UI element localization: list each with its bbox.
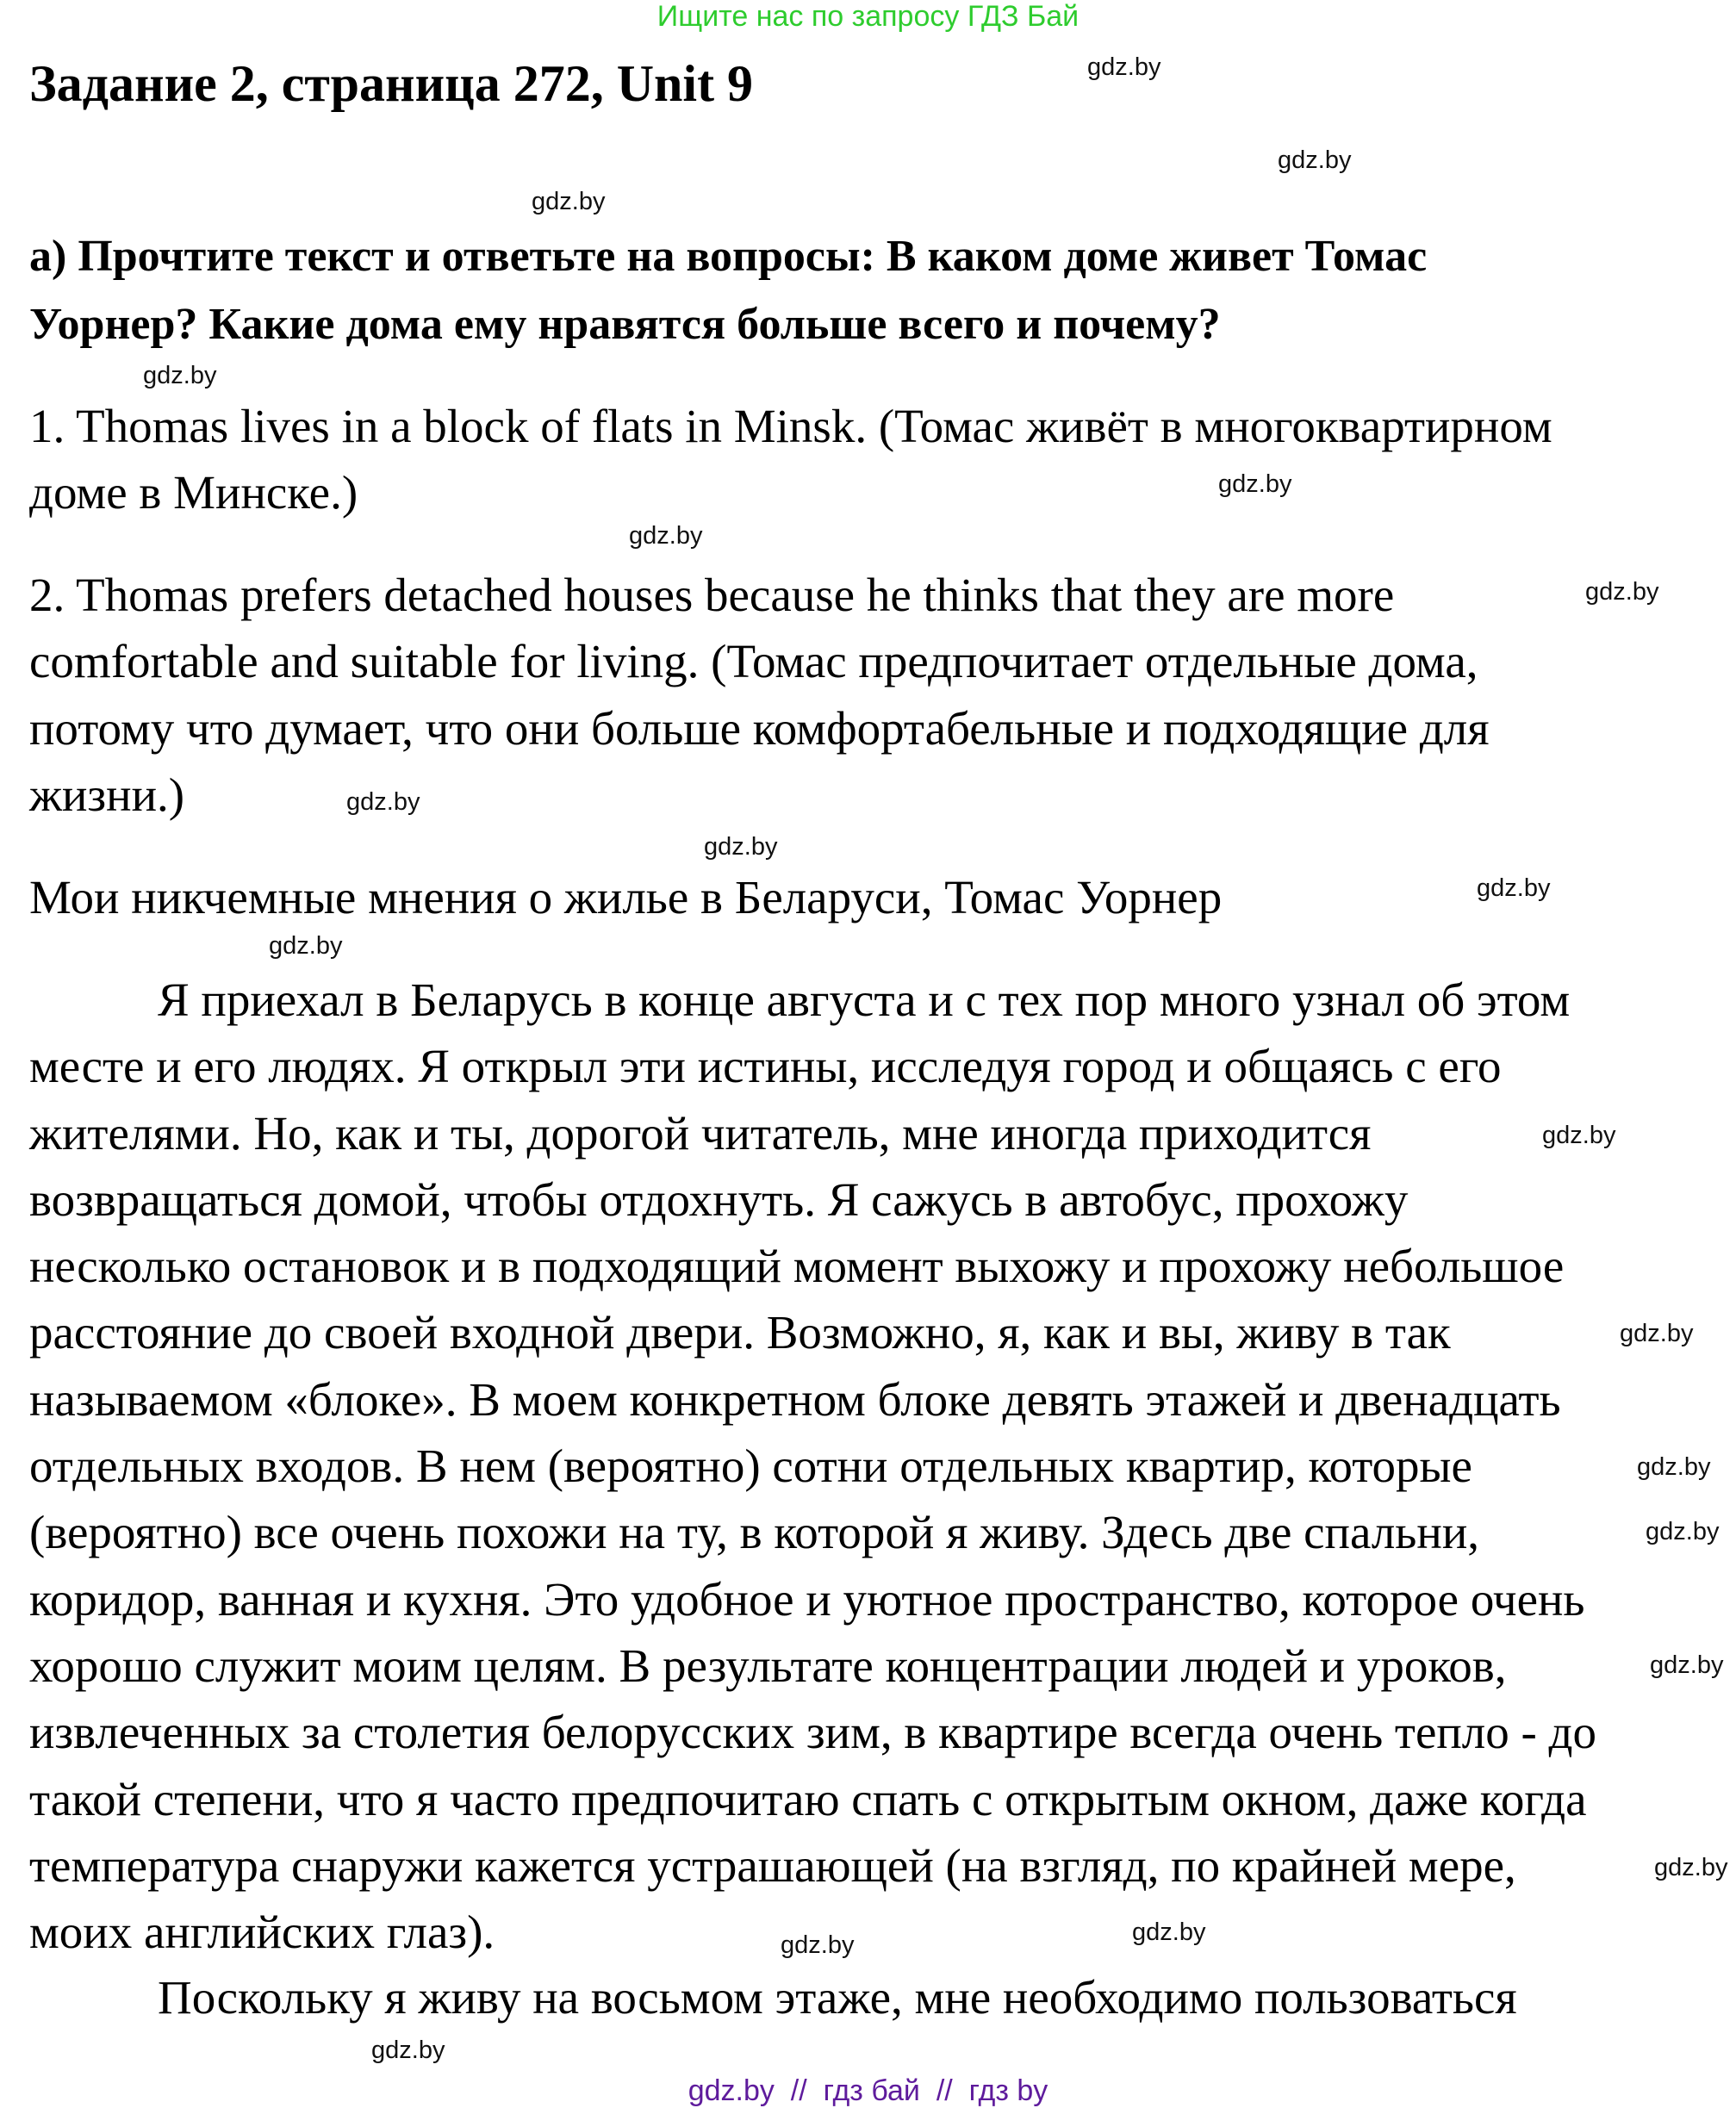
text-line: отдельных входов. В нем (вероятно) сотни отдельных квартир, которые	[29, 1440, 1472, 1493]
page-title: Задание 2, страница 272, Unit 9	[29, 55, 754, 112]
watermark: gdz.by	[1542, 1122, 1616, 1149]
text-line: доме в Минске.)	[29, 466, 358, 519]
text-line: температура снаружи кажется устрашающей (на взгляд, по крайней мере,	[29, 1838, 1516, 1892]
text-line: Я приехал в Беларусь в конце августа и с тех пор много узнал об этом	[158, 973, 1571, 1026]
watermark: gdz.by	[1132, 1918, 1206, 1946]
text-line: такой степени, что я часто предпочитаю спать с открытым окном, даже когда	[29, 1772, 1587, 1825]
text-heading	[29, 864, 1222, 930]
text-line: расстояние до своей входной двери. Возможно, я, как и вы, живу в так	[29, 1306, 1451, 1359]
watermark: gdz.by	[143, 362, 217, 389]
answer-1	[29, 393, 1552, 526]
watermark: gdz.by	[1477, 874, 1551, 902]
text-line: жизни.)	[29, 768, 185, 821]
text-line: возвращаться домой, чтобы отдохнуть. Я сажусь в автобус, прохожу	[29, 1172, 1409, 1226]
watermark: gdz.by	[1218, 470, 1292, 498]
watermark: gdz.by	[532, 188, 606, 215]
text-line: потому что думает, что они больше комфортабельные и подходящие для	[29, 701, 1490, 755]
watermark: gdz.by	[1654, 1854, 1728, 1881]
watermark: gdz.by	[371, 2036, 445, 2064]
text-line: Поскольку я живу на восьмом этаже, мне необходимо пользоваться	[158, 1971, 1517, 2024]
text-line: 2. Thomas prefers detached houses because he thinks that they are more	[29, 569, 1395, 621]
text-line: а) Прочтите текст и ответьте на вопросы: В каком доме живет Томас	[29, 232, 1428, 281]
text-line: несколько остановок и в подходящий момент выхожу и прохожу небольшое	[29, 1240, 1565, 1293]
text-line: называемом «блоке». В моем конкретном блоке девять этажей и двенадцать	[29, 1372, 1561, 1426]
text-line: Мои никчемные мнения о жилье в Беларуси, Томас Уорнер	[29, 871, 1223, 923]
task-question	[29, 222, 1427, 358]
search-hint-banner: Ищите нас по запросу ГДЗ Бай	[656, 0, 1080, 33]
text-line: коридор, ванная и кухня. Это удобное и уютное пространство, которое очень	[29, 1572, 1585, 1626]
watermark: gdz.by	[1650, 1651, 1724, 1679]
text-line: 1. Thomas lives in a block of flats in Minsk. (Томас живёт в многоквартирном	[29, 400, 1552, 452]
watermark: gdz.by	[1585, 578, 1659, 606]
watermark: gdz.by	[704, 833, 778, 861]
text-line: хорошо служит моим целям. В результате концентрации людей и уроков,	[29, 1639, 1507, 1692]
text-line: моих английских глаз).	[29, 1906, 495, 1959]
watermark: gdz.by	[1620, 1320, 1694, 1347]
watermark: gdz.by	[346, 788, 420, 816]
text-line: извлеченных за столетия белорусских зим, в квартире всегда очень тепло - до	[29, 1706, 1597, 1759]
text-line: (вероятно) все очень похожи на ту, в которой я живу. Здесь две спальни,	[29, 1506, 1480, 1559]
answer-2	[29, 562, 1490, 828]
text-paragraph-2	[29, 1964, 1517, 2030]
text-line: comfortable and suitable for living. (Томас предпочитает отдельные дома,	[29, 635, 1478, 688]
watermark: gdz.by	[1087, 53, 1161, 81]
watermark: gdz.by	[1278, 146, 1352, 174]
watermark: gdz.by	[269, 932, 343, 960]
watermark: gdz.by	[629, 522, 703, 550]
text-line: месте и его людях. Я открыл эти истины, исследуя город и общаясь с его	[29, 1040, 1502, 1093]
text-line: Уорнер? Какие дома ему нравятся больше всего и почему?	[29, 300, 1221, 349]
watermark: gdz.by	[1637, 1453, 1711, 1481]
footer-links: gdz.by // гдз бай // гдз by	[688, 2074, 1048, 2107]
watermark: gdz.by	[1646, 1518, 1720, 1545]
text-paragraph-1	[29, 967, 1596, 1965]
text-line: жителями. Но, как и ты, дорогой читатель, мне иногда приходится	[29, 1106, 1372, 1160]
watermark: gdz.by	[781, 1931, 855, 1959]
